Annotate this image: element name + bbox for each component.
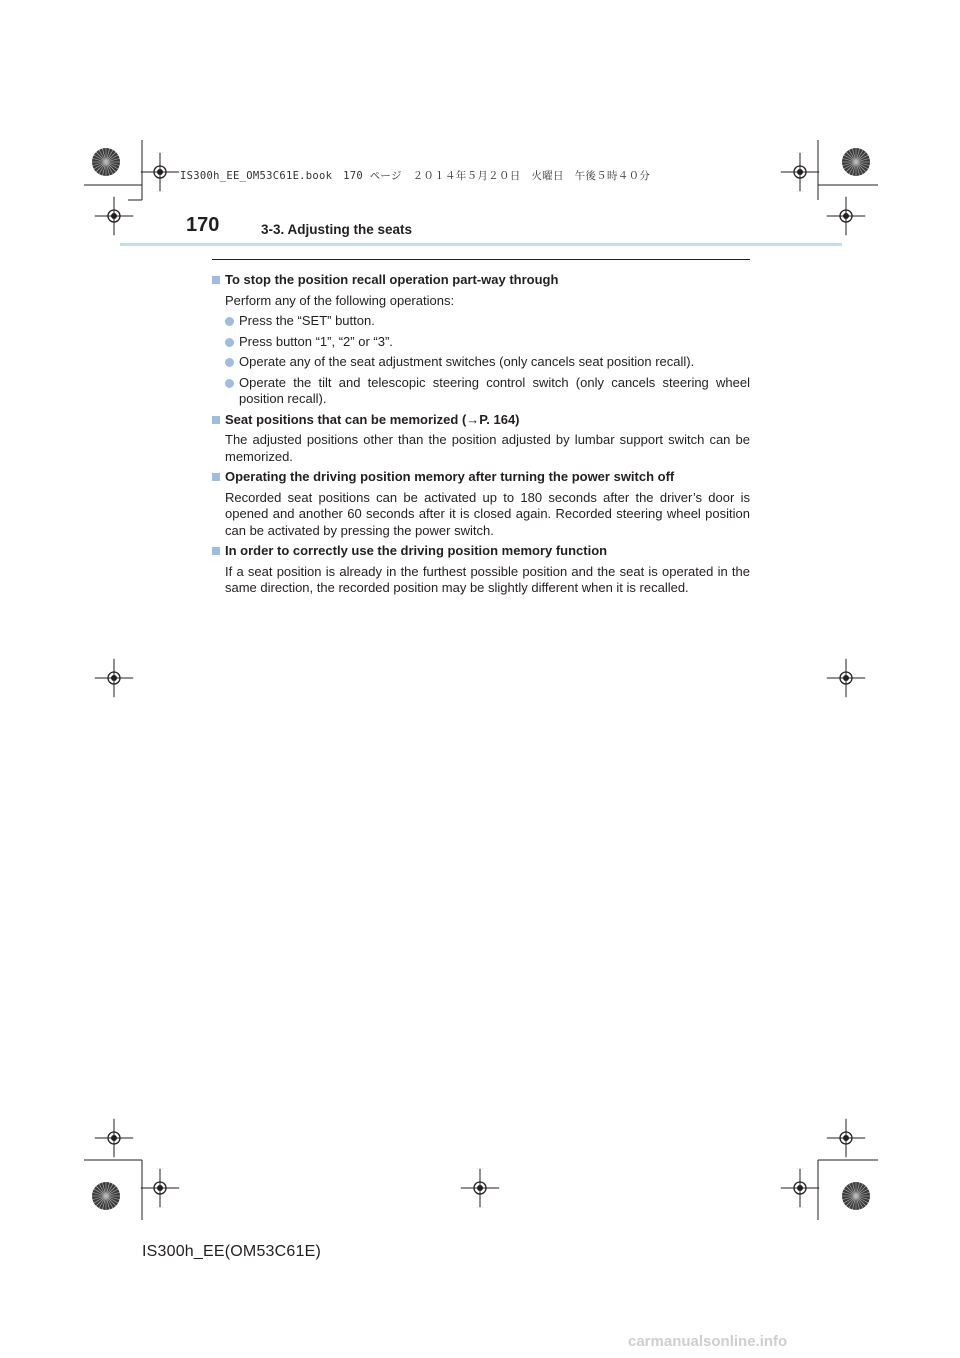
section-heading: Operating the driving position memory after turning the power switch off	[212, 469, 750, 486]
section-text: The adjusted positions other than the position adjusted by lumbar support switch can be memorized.	[225, 432, 750, 464]
list-item: Press button “1”, “2” or “3”.	[212, 334, 750, 351]
crosshair-icon	[781, 153, 819, 191]
registration-disc-icon	[92, 148, 120, 176]
crosshair-icon	[95, 1119, 133, 1157]
square-bullet-icon	[212, 473, 220, 481]
registration-disc-icon	[92, 1182, 120, 1210]
crosshair-icon	[461, 1169, 499, 1207]
list-item: Operate any of the seat adjustment switches (only cancels seat position recall).	[212, 354, 750, 371]
content-rule	[212, 259, 750, 260]
circle-bullet-icon	[225, 338, 234, 347]
section-heading: Seat positions that can be memorized (→P. 164)	[212, 412, 750, 429]
registration-disc-icon	[842, 1182, 870, 1210]
section-title: 3-3. Adjusting the seats	[261, 222, 413, 237]
section-intro: Perform any of the following operations:	[225, 292, 455, 308]
registration-disc-icon	[842, 148, 870, 176]
circle-bullet-icon	[225, 379, 234, 388]
crosshair-icon	[95, 659, 133, 697]
list-item: Press the “SET” button.	[212, 313, 750, 330]
document-id: IS300h_EE(OM53C61E)	[142, 1243, 322, 1260]
square-bullet-icon	[212, 276, 220, 284]
header-rule	[120, 243, 842, 246]
book-stamp: IS300h_EE_OM53C61E.book 170 ページ ２０１４年５月２０日 火曜日 午後５時４０分	[180, 170, 651, 182]
square-bullet-icon	[212, 416, 220, 424]
crosshair-icon	[781, 1169, 819, 1207]
section-heading: In order to correctly use the driving position memory function	[212, 543, 750, 560]
list-item: Operate the tilt and telescopic steering control switch (only cancels steering wheel position recall).	[212, 375, 750, 408]
crosshair-icon	[95, 197, 133, 235]
crosshair-icon	[827, 659, 865, 697]
watermark: carmanualsonline.info	[628, 1333, 788, 1350]
section-heading: To stop the position recall operation part-way through	[212, 272, 750, 289]
content	[212, 268, 750, 597]
crosshair-icon	[827, 197, 865, 235]
circle-bullet-icon	[225, 358, 234, 367]
crosshair-icon	[141, 153, 179, 191]
square-bullet-icon	[212, 547, 220, 555]
section-text: Recorded seat positions can be activated up to 180 seconds after the driver’s door is opened and another 60 seconds after it is closed again. Recorded steering wheel position can be activated by pressing the power switch.	[225, 489, 750, 538]
section-text: If a seat position is already in the furthest possible position and the seat is operated in the same direction, the recorded position may be slightly different when it is recalled.	[225, 563, 750, 595]
crosshair-icon	[827, 1119, 865, 1157]
page-number: 170	[186, 214, 220, 236]
crosshair-icon	[141, 1169, 179, 1207]
circle-bullet-icon	[225, 317, 234, 326]
